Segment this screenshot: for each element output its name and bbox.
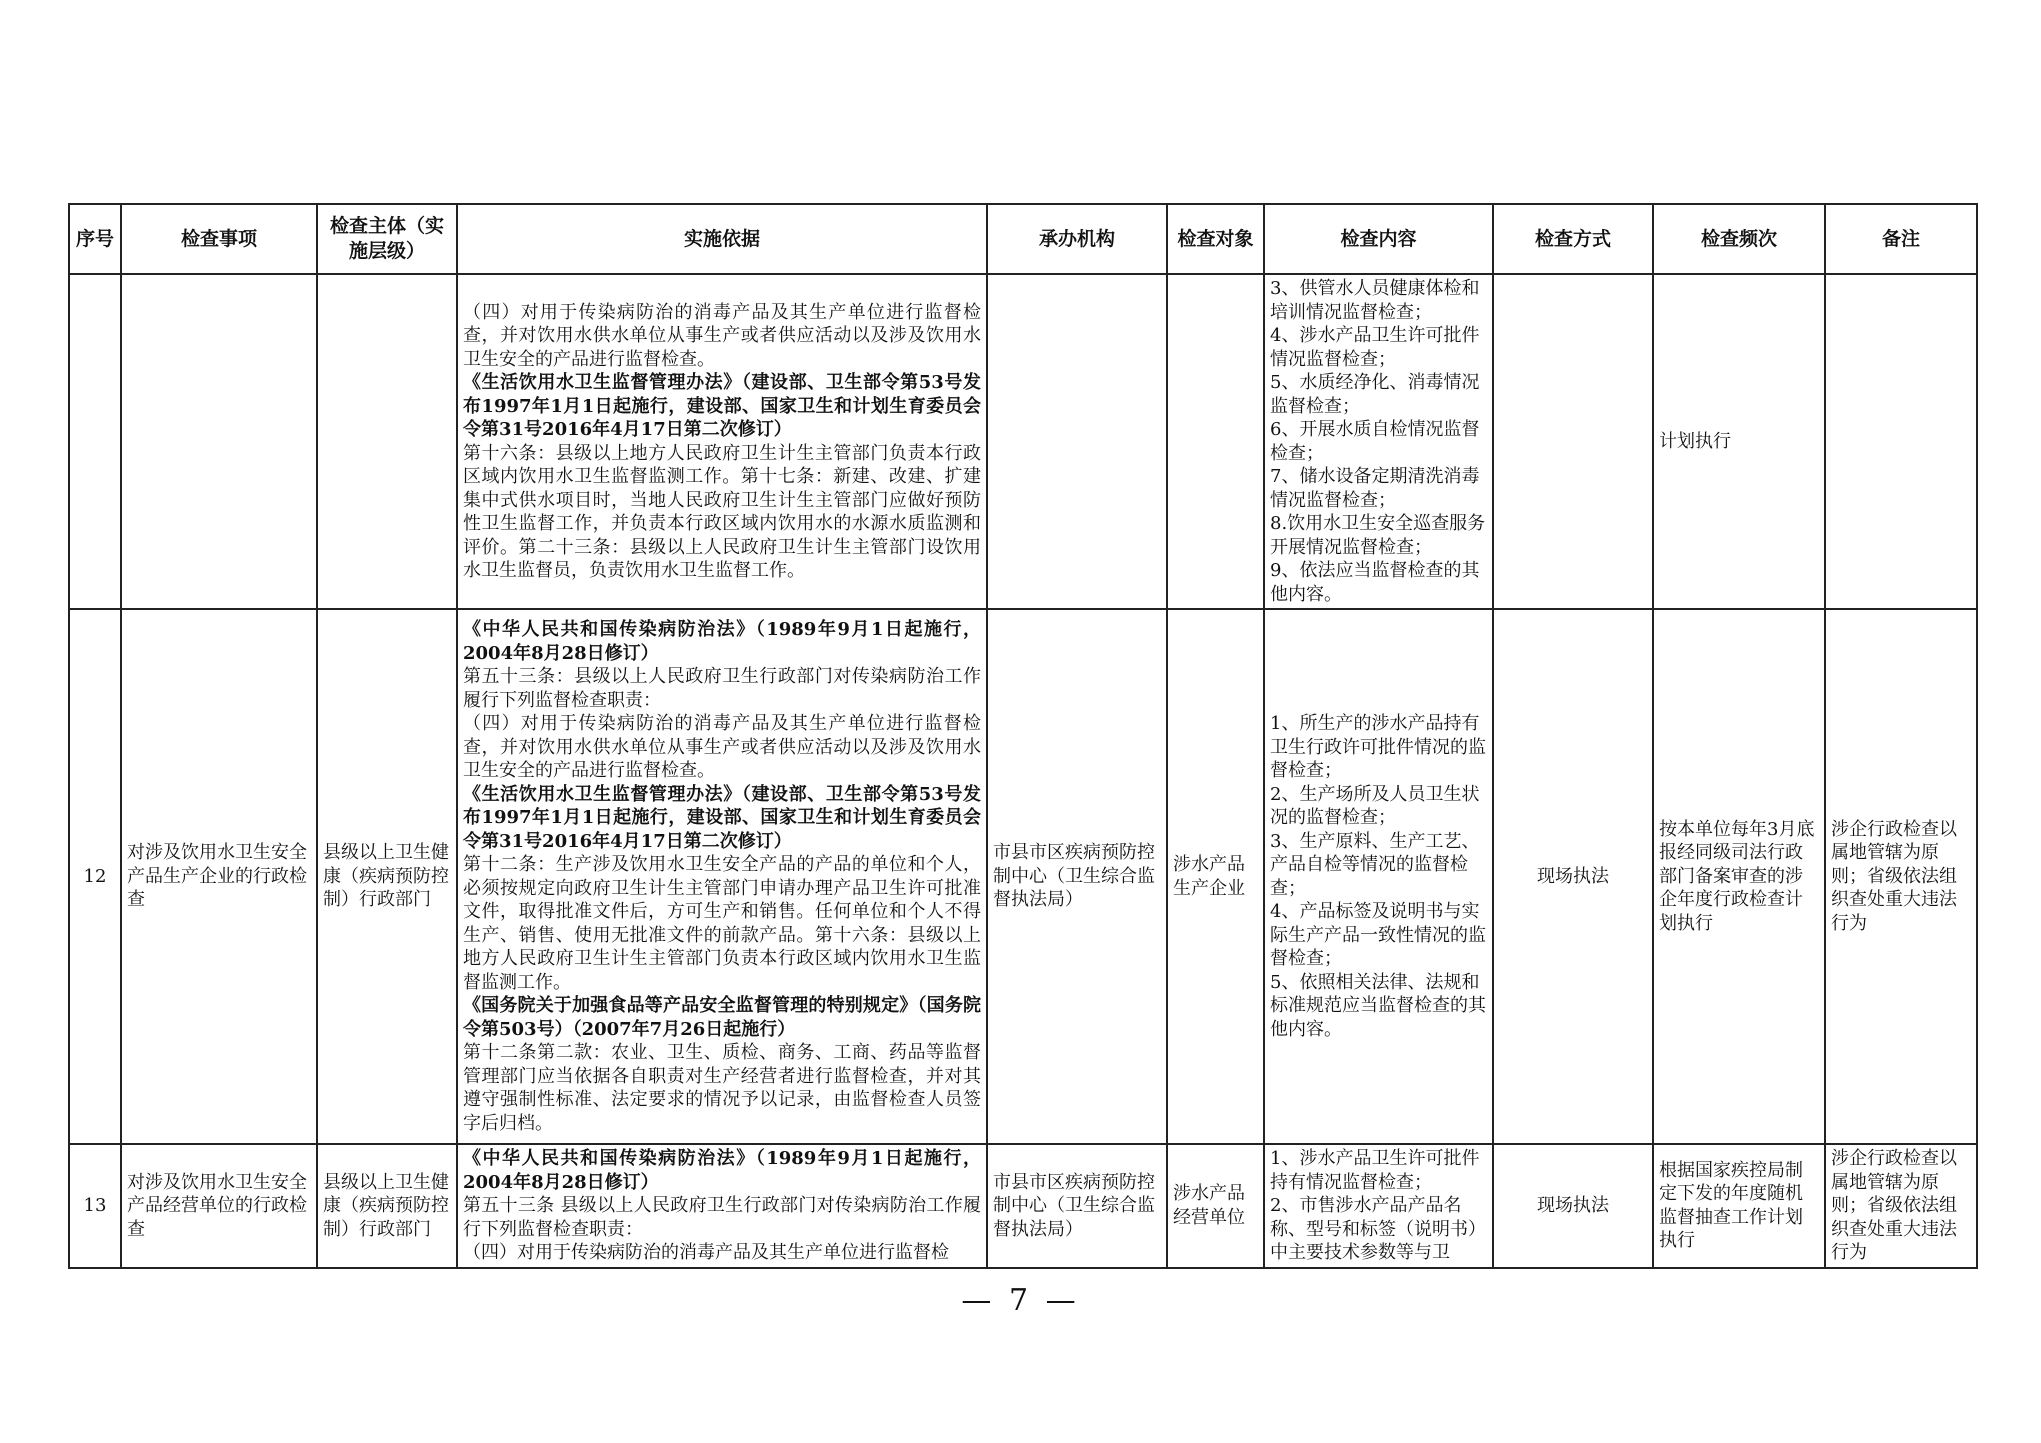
cell-method: [1493, 274, 1653, 609]
cell-seq: [69, 274, 121, 609]
cell-basis: [457, 274, 987, 609]
basis-para: （四）对用于传染病防治的消毒产品及其生产单位进行监督检查，并对饮用水供水单位从事生产或者供应活动以及涉及饮用水卫生安全的产品进行监督检查。: [463, 301, 981, 370]
cell-content: [1264, 274, 1493, 609]
cell-basis: [457, 1144, 987, 1268]
cell-freq: 按本单位每年3月底报经同级司法行政部门备案审查的涉企年度行政检查计划执行: [1653, 609, 1825, 1144]
content-line: 3、供管水人员健康体检和培训情况监督检查；: [1270, 278, 1480, 323]
basis-para: 《国务院关于加强食品等产品安全监督管理的特别规定》（国务院令第503号）（2007年7月26日起施行）: [463, 995, 981, 1040]
basis-para: 《中华人民共和国传染病防治法》（1989年9月1日起施行，2004年8月28日修订）: [463, 619, 981, 664]
content-line: 1、所生产的涉水产品持有卫生行政许可批件情况的监督检查；: [1270, 713, 1486, 781]
cell-org: [987, 274, 1167, 609]
cell-subject: [317, 274, 457, 609]
basis-para: （四）对用于传染病防治的消毒产品及其生产单位进行监督检: [463, 1242, 949, 1263]
header-note: 备注: [1825, 204, 1977, 274]
content-line: 4、产品标签及说明书与实际生产产品一致性情况的监督检查；: [1270, 901, 1486, 969]
table-row-13: [69, 1144, 1977, 1268]
cell-method: 现场执法: [1493, 609, 1653, 1144]
content-line: 2、生产场所及人员卫生状况的监督检查；: [1270, 783, 1480, 828]
header-seq: 序号: [69, 204, 121, 274]
header-target: 检查对象: [1167, 204, 1264, 274]
content-line: 5、水质经净化、消毒情况监督检查；: [1270, 372, 1480, 417]
cell-org: 市县市区疾病预防控制中心（卫生综合监督执法局）: [987, 1144, 1167, 1268]
content-line: 6、开展水质自检情况监督检查；: [1270, 419, 1480, 464]
content-line: 9、依法应当监督检查的其他内容。: [1270, 560, 1480, 605]
cell-target: [1167, 274, 1264, 609]
basis-para: 《生活饮用水卫生监督管理办法》（建设部、卫生部令第53号发布1997年1月1日起施行，建设部、国家卫生和计划生育委员会令第31号2016年4月17日第二次修订）: [463, 783, 981, 852]
cell-seq: 13: [69, 1144, 121, 1268]
header-basis: 实施依据: [457, 204, 987, 274]
cell-freq: 根据国家疾控局制定下发的年度随机监督抽查工作计划执行: [1653, 1144, 1825, 1268]
header-content: 检查内容: [1264, 204, 1493, 274]
table-row-12: [69, 609, 1977, 1144]
basis-para: 第十六条：县级以上地方人民政府卫生计生主管部门负责本行政区域内饮用水卫生监督监测工作。第十七条：新建、改建、扩建集中式供水项目时，当地人民政府卫生计生主管部门应做好预防性卫生监督工作，并负责本行政区域内饮用水的水源水质监测和评价。第二十三条：县级以上人民政府卫生计生主管部门设饮用水卫生监督员，负责饮用水卫生监督工作。: [463, 442, 981, 581]
basis-para: 第十二条：生产涉及饮用水卫生安全产品的产品的单位和个人，必须按规定向政府卫生计生主管部门申请办理产品卫生许可批准文件，取得批准文件后，方可生产和销售。任何单位和个人不得生产、销售、使用无批准文件的前款产品。第十六条：县级以上地方人民政府卫生计生主管部门负责本行政区域内饮用水卫生监督监测工作。: [463, 854, 981, 993]
cell-content: [1264, 609, 1493, 1144]
cell-item: 对涉及饮用水卫生安全产品生产企业的行政检查: [121, 609, 317, 1144]
basis-para: 第五十三条 县级以上人民政府卫生行政部门对传染病防治工作履行下列监督检查职责：: [463, 1195, 981, 1240]
cell-subject: 县级以上卫生健康（疾病预防控制）行政部门: [317, 1144, 457, 1268]
cell-note: [1825, 274, 1977, 609]
header-freq: 检查频次: [1653, 204, 1825, 274]
cell-item: [121, 274, 317, 609]
cell-org: 市县市区疾病预防控制中心（卫生综合监督执法局）: [987, 609, 1167, 1144]
basis-para: 《中华人民共和国传染病防治法》（1989年9月1日起施行，2004年8月28日修订）: [463, 1148, 981, 1193]
content-line: 5、依照相关法律、法规和标准规范应当监督检查的其他内容。: [1270, 971, 1486, 1040]
page-number: — 7 —: [961, 1283, 1080, 1318]
header-method: 检查方式: [1493, 204, 1653, 274]
cell-target: 涉水产品经营单位: [1167, 1144, 1264, 1268]
header-item: 检查事项: [121, 204, 317, 274]
cell-basis: [457, 609, 987, 1144]
content-line: 7、储水设备定期清洗消毒情况监督检查；: [1270, 466, 1480, 511]
cell-freq: 计划执行: [1653, 274, 1825, 609]
basis-para: 《生活饮用水卫生监督管理办法》（建设部、卫生部令第53号发布1997年1月1日起施行，建设部、国家卫生和计划生育委员会令第31号2016年4月17日第二次修订）: [463, 372, 981, 440]
cell-target: 涉水产品生产企业: [1167, 609, 1264, 1144]
cell-seq: 12: [69, 609, 121, 1144]
content-line: 3、生产原料、生产工艺、产品自检等情况的监督检查；: [1270, 830, 1480, 899]
cell-note: 涉企行政检查以属地管辖为原则；省级依法组织查处重大违法行为: [1825, 1144, 1977, 1268]
cell-subject: 县级以上卫生健康（疾病预防控制）行政部门: [317, 609, 457, 1144]
header-org: 承办机构: [987, 204, 1167, 274]
content-line: 4、涉水产品卫生许可批件情况监督检查；: [1270, 325, 1480, 370]
basis-para: 第五十三条：县级以上人民政府卫生行政部门对传染病防治工作履行下列监督检查职责：: [463, 666, 981, 711]
cell-content: [1264, 1144, 1493, 1268]
inspection-table: [68, 203, 1978, 1269]
cell-method: 现场执法: [1493, 1144, 1653, 1268]
cell-item: 对涉及饮用水卫生安全产品经营单位的行政检查: [121, 1144, 317, 1268]
cell-note: 涉企行政检查以属地管辖为原则；省级依法组织查处重大违法行为: [1825, 609, 1977, 1144]
content-line: 8.饮用水卫生安全巡查服务开展情况监督检查；: [1270, 513, 1486, 558]
header-row: [69, 204, 1977, 274]
content-line: 2、市售涉水产品产品名称、型号和标签（说明书）中主要技术参数等与卫: [1270, 1195, 1486, 1263]
content-line: 1、涉水产品卫生许可批件持有情况监督检查；: [1270, 1148, 1480, 1193]
table-row-continued: [69, 274, 1977, 609]
basis-para: 第十二条第二款：农业、卫生、质检、商务、工商、药品等监督管理部门应当依据各自职责对生产经营者进行监督检查，并对其遵守强制性标准、法定要求的情况予以记录，由监督检查人员签字后归档。: [463, 1042, 981, 1134]
basis-para: （四）对用于传染病防治的消毒产品及其生产单位进行监督检查，并对饮用水供水单位从事生产或者供应活动以及涉及饮用水卫生安全的产品进行监督检查。: [463, 713, 981, 781]
header-subject: 检查主体（实施层级）: [317, 204, 457, 274]
